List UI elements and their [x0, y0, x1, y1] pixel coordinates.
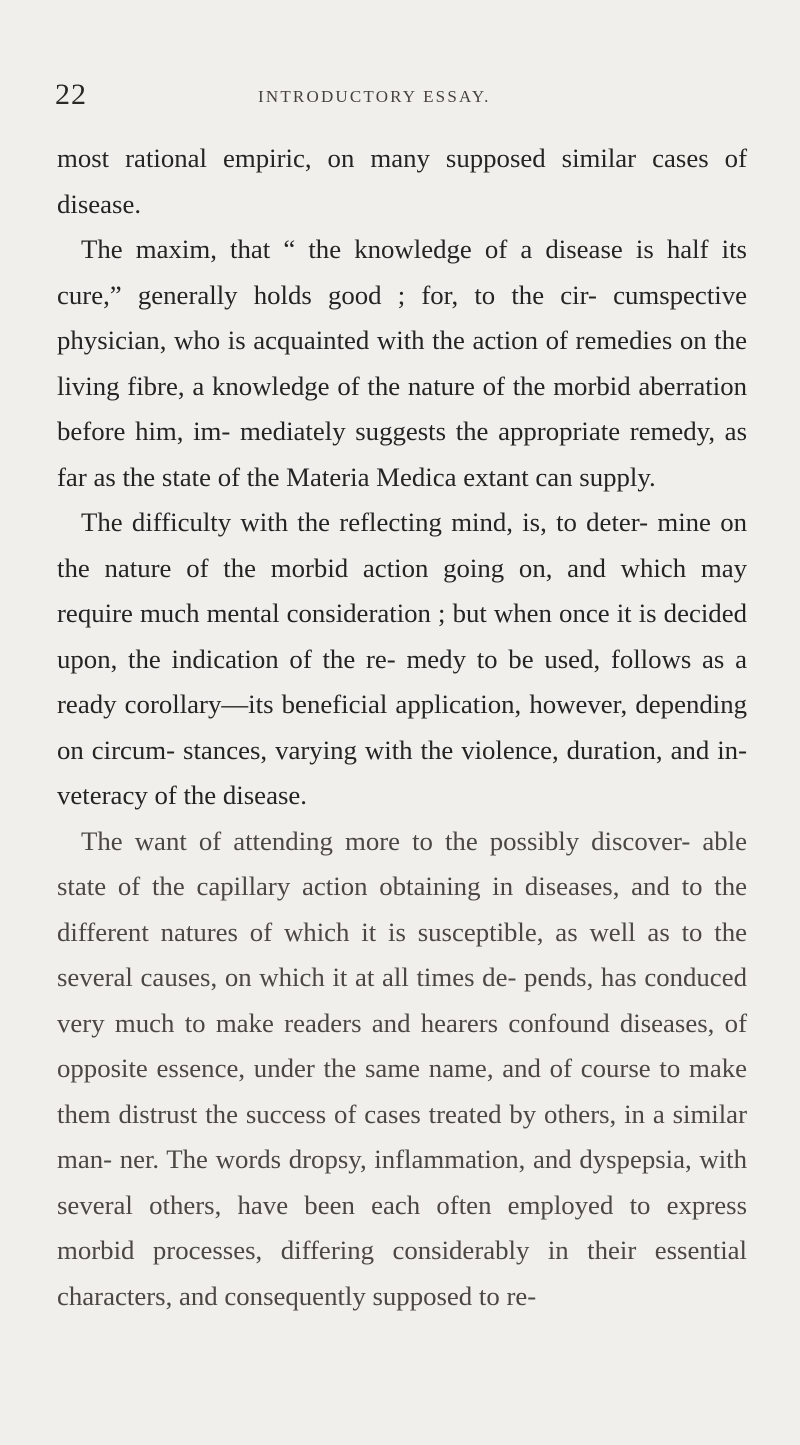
paragraph-maxim: The maxim, that “ the knowledge of a disease is half its cure,” generally holds good ; for, to the cir- cumspective physician, who is acquainted with the action of remedies on the living fibre, a knowledge of the nature of the morbid aberration before him, im- mediately suggests the appropriate remedy, as far as the state of the Materia Medica extant can supply.: [57, 234, 747, 492]
running-title: INTRODUCTORY ESSAY.: [258, 87, 491, 106]
paragraph-continuation: most rational empiric, on many supposed similar cases of disease.: [57, 143, 747, 219]
paragraph-difficulty: The difficulty with the reflecting mind, is, to deter- mine on the nature of the morbid action going on, and which may require much mental consideration ; but when once it is decided upon, the indication of the re- medy to be used, follows as a ready corollary—its beneficial application, however, depending on circum- stances, varying with the violence, duration, and in- veteracy of the disease.: [57, 507, 747, 810]
running-head: [55, 78, 755, 118]
paragraph-capillary-action: The want of attending more to the possibly discover- able state of the capillary action obtaining in diseases, and to the different natures of which it is susceptible, as well as to the several causes, on which it at all times de- pends, has conduced very much to make readers and hearers confound diseases, of opposite essence, under the same name, and of course to make them distrust the success of cases treated by others, in a similar man- ner. The words dropsy, inflammation, and dyspepsia, with several others, have been each often employed to express morbid processes, differing considerably in their essential characters, and consequently supposed to re-: [57, 825, 747, 1311]
body-text: [57, 136, 747, 1319]
page-number: 22: [55, 78, 87, 111]
